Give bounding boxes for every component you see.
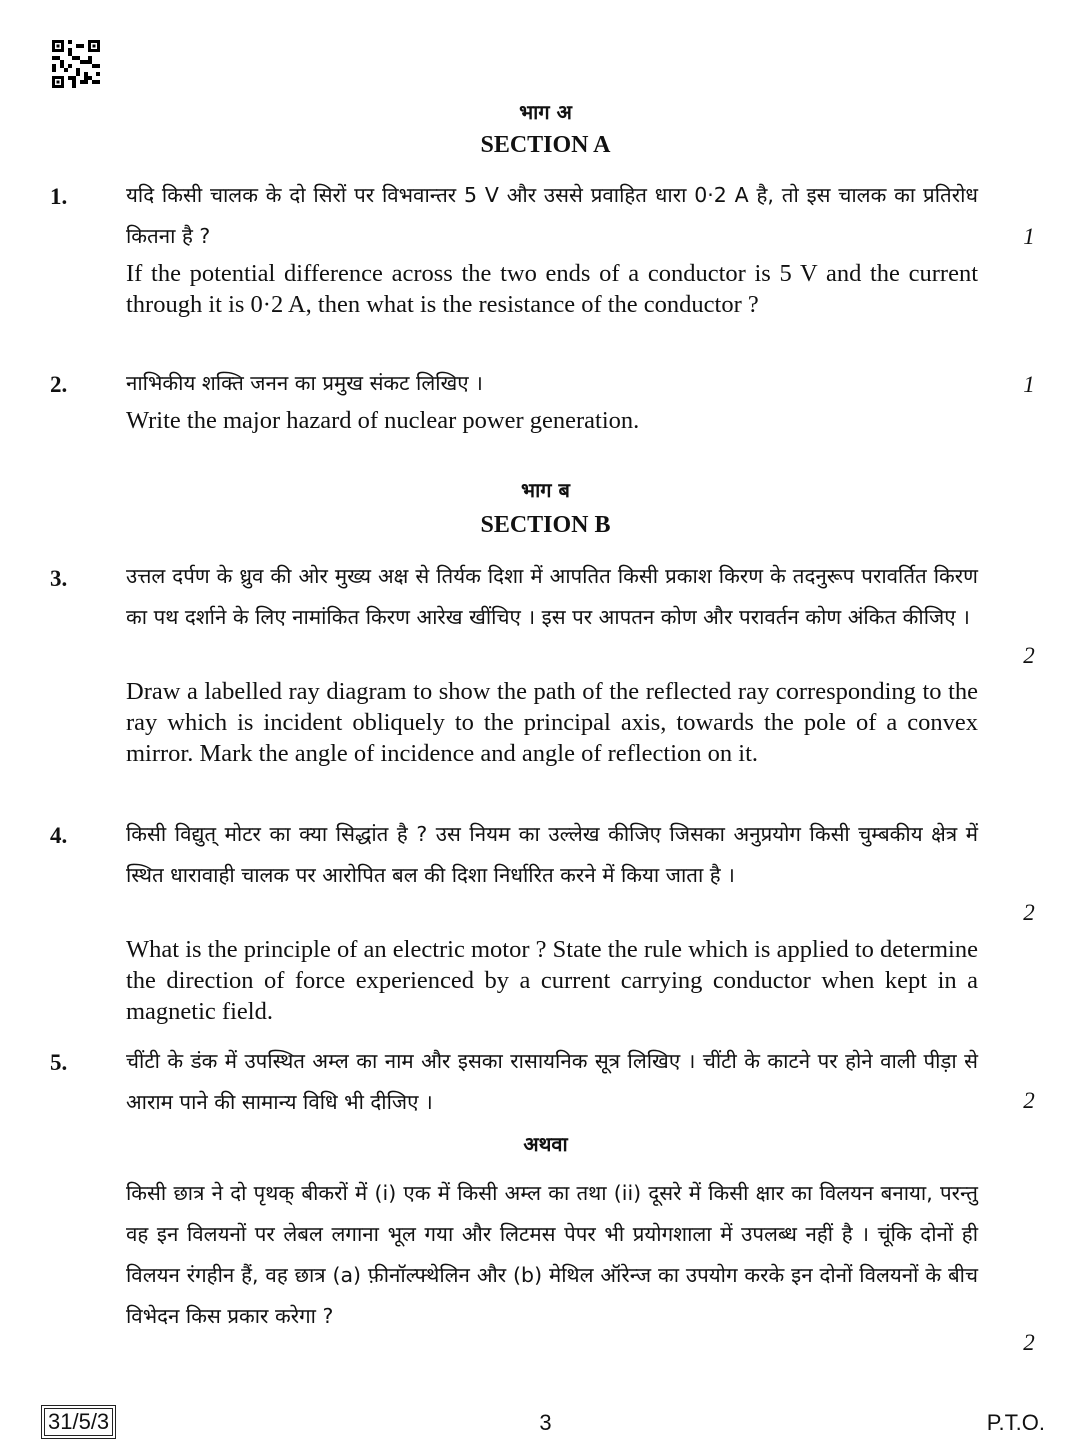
section-b-hindi-title: भाग ब — [521, 478, 570, 502]
question-4-english: What is the principle of an electric motor ? State the rule which is applied to determine the direction of force experienced by a current carrying conductor when kept in a magnetic field. — [126, 936, 978, 1025]
paper-code: 31/5/3 — [44, 1408, 113, 1436]
question-3-number: 3. — [50, 566, 68, 591]
question-2-number: 2. — [50, 372, 68, 397]
question-5-alternative-marks: 2 — [1023, 1330, 1035, 1355]
question-2-english: Write the major hazard of nuclear power generation. — [126, 407, 640, 434]
question-5-hindi: चींटी के डंक में उपस्थित अम्ल का नाम और इसका रासायनिक सूत्र लिखिए । चींटी के काटने पर होने वाली पीड़ा से आराम पाने की सामान्य विधि भी दीजिए । — [126, 1049, 978, 1114]
question-3-marks: 2 — [1023, 643, 1035, 668]
question-5-alternative-hindi: किसी छात्र ने दो पृथक् बीकरों में (i) एक में किसी अम्ल का तथा (ii) दूसरे में किसी क्षार का विलयन बनाया, परन्तु वह इन विलयनों पर लेबल लगाना भूल गया और लिटमस पेपर भी प्रयोगशाला में उपलब्ध नहीं है । चूंकि दोनों ही विलयन रंगहीन हैं, वह छात्र (a) फ़ीनॉल्फ्थेलिन और (b) मेथिल ऑरेन्ज का उपयोग करके इन दोनों विलयनों के बीच विभेदन किस प्रकार करेगा ? — [126, 1181, 978, 1328]
page-number: 3 — [539, 1410, 552, 1435]
question-1-hindi: यदि किसी चालक के दो सिरों पर विभवान्तर 5 V और उससे प्रवाहित धारा 0·2 A है, तो इस चालक का प्रतिरोध कितना है ? — [126, 183, 978, 248]
question-3-hindi: उत्तल दर्पण के ध्रुव की ओर मुख्य अक्ष से तिर्यक दिशा में आपतित किसी प्रकाश किरण के तदनुरूप परावर्तित किरण का पथ दर्शाने के लिए नामांकित किरण आरेख खींचिए । इस पर आपतन कोण और परावर्तन कोण अंकित कीजिए । — [126, 564, 978, 629]
question-3-english: Draw a labelled ray diagram to show the path of the reflected ray corresponding to the ray which is incident obliquely to the principal axis, towards the pole of a convex mirror. Mark the angle of incidence and angle of reflection on it. — [126, 678, 978, 767]
question-4-hindi: किसी विद्युत् मोटर का क्या सिद्धांत है ? उस नियम का उल्लेख कीजिए जिसका अनुप्रयोग किसी चुम्बकीय क्षेत्र में स्थित धारावाही चालक पर आरोपित बल की दिशा निर्धारित करने में किया जाता है । — [126, 822, 978, 887]
question-1-english: If the potential difference across the two ends of a conductor is 5 V and the current through it is 0·2 A, then what is the resistance of the conductor ? — [126, 260, 978, 318]
qr-code — [52, 40, 100, 88]
question-1-number: 1. — [50, 184, 68, 209]
question-4-marks: 2 — [1023, 900, 1035, 925]
question-5-marks: 2 — [1023, 1088, 1035, 1113]
section-b-title: SECTION B — [480, 512, 611, 538]
or-label: अथवा — [523, 1132, 568, 1156]
please-turn-over: P.T.O. — [986, 1410, 1045, 1435]
question-2-marks: 1 — [1023, 372, 1035, 397]
question-5-number: 5. — [50, 1050, 68, 1075]
section-a-title: SECTION A — [480, 132, 611, 158]
section-a-hindi-title: भाग अ — [519, 100, 572, 124]
question-2-hindi: नाभिकीय शक्ति जनन का प्रमुख संकट लिखिए । — [126, 371, 483, 395]
question-4-number: 4. — [50, 823, 68, 848]
question-1-marks: 1 — [1023, 224, 1035, 249]
